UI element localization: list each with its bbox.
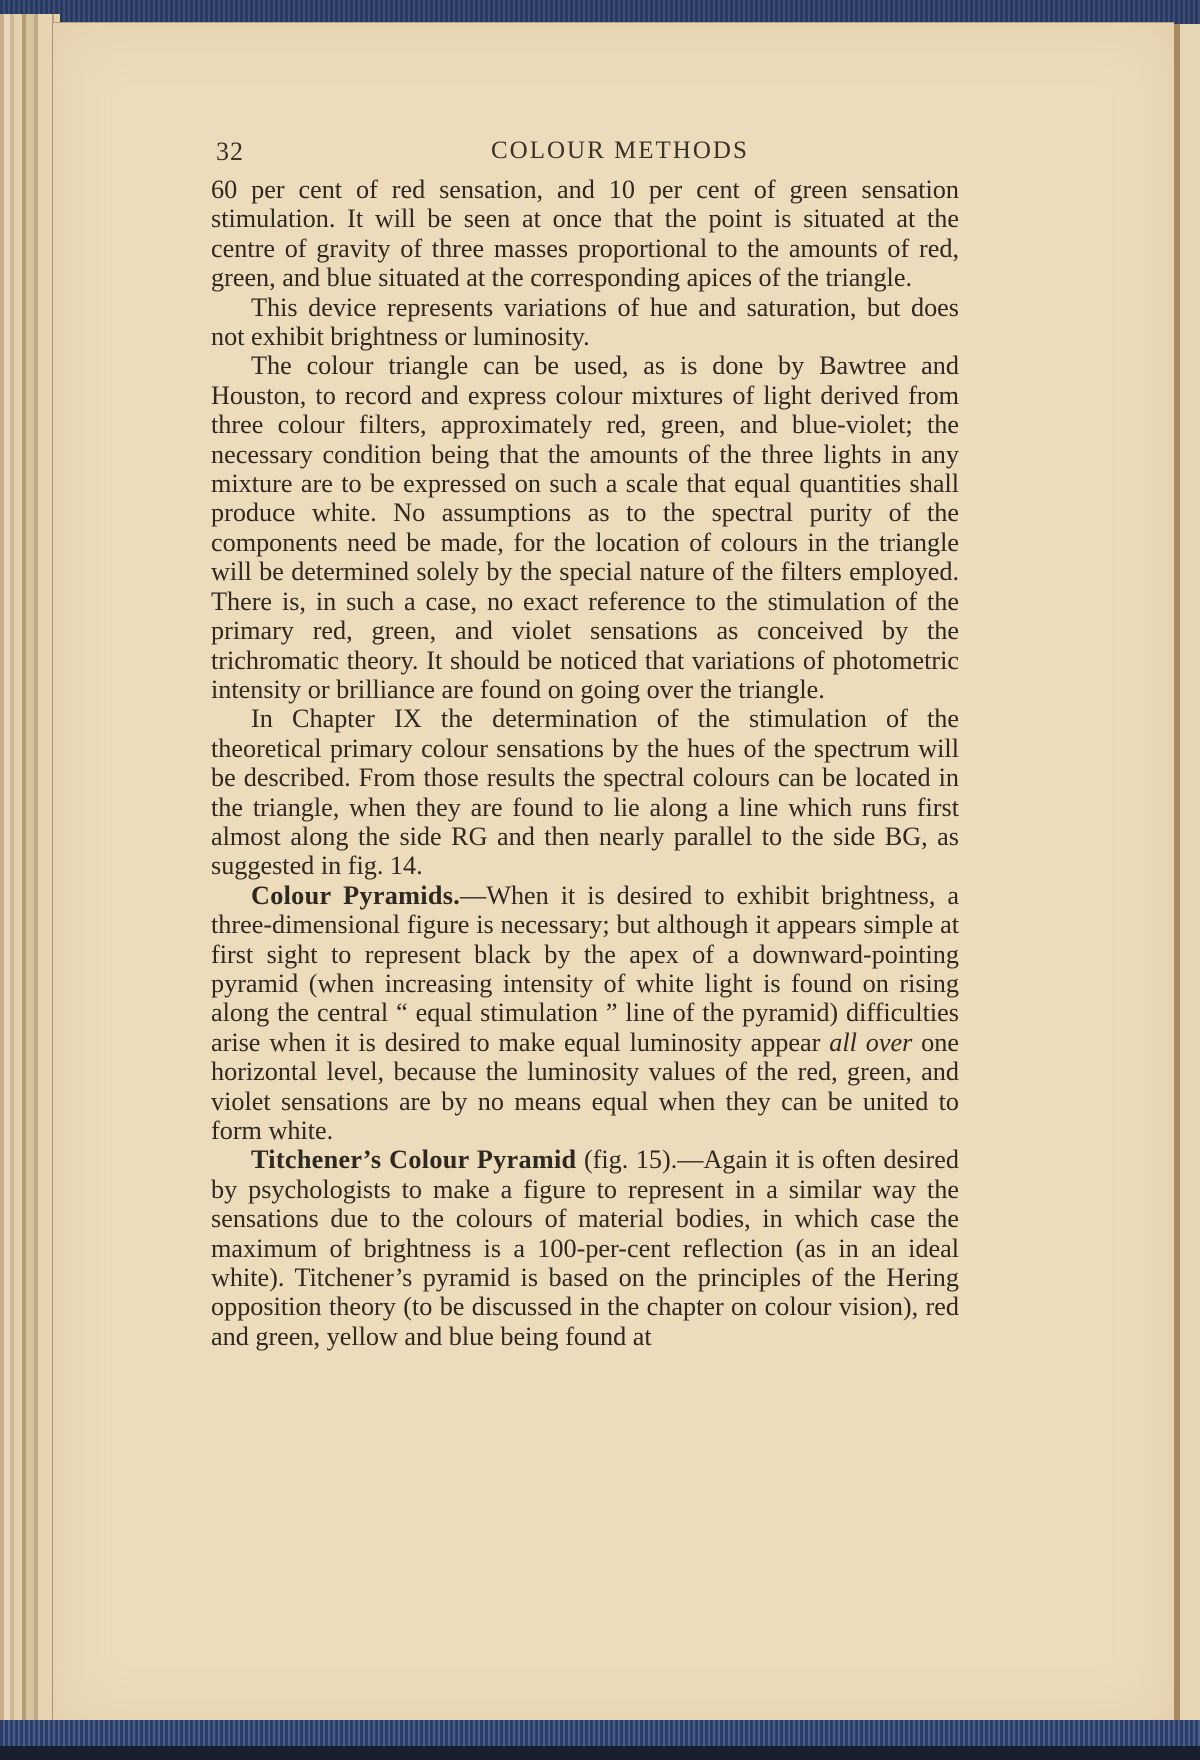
paragraph-colour-pyramids <box>211 881 959 1146</box>
italic-emphasis: all over <box>829 1027 913 1057</box>
paragraph: 60 per cent of red sensation, and 10 per cent of green sensation stimulation. It will be seen at once that the point is situated at the centre of gravity of three masses proportional to the amounts of red, green, and blue situated at the corresponding apices of the triangle. <box>211 175 959 293</box>
running-head <box>53 137 1174 167</box>
section-heading: Colour Pyramids. <box>251 880 461 910</box>
paragraph-text: one horizontal level, because the luminosity values of the red, green, and violet sensations are by no means equal when they can be united to form white. <box>211 1027 959 1145</box>
paragraph-titchener <box>211 1145 959 1351</box>
paragraph: This device represents variations of hue and saturation, but does not exhibit brightness or luminosity. <box>211 292 959 352</box>
running-title: COLOUR METHODS <box>491 137 749 164</box>
paragraph: The colour triangle can be used, as is done by Bawtree and Houston, to record and express colour mixtures of light derived from three colour filters, approximately red, green, and blue-violet; the necessary condition being that the amounts of the three lights in any mixture are to be expressed on such a scale that equal quantities shall produce white. No assumptions as to the spectral purity of the components need be made, for the location of colours in the triangle will be determined solely by the special nature of the filters employed. There is, in such a case, no exact reference to the stimulation of the primary red, green, and violet sensations as conceived by the trichromatic theory. It should be noticed that variations of photometric intensity or brilliance are found on going over the triangle. <box>211 351 959 704</box>
book-page <box>52 22 1174 1729</box>
paragraph: In Chapter IX the determination of the stimulation of the theoretical primary colour sensations by the hues of the spectrum will be described. From those results the spectral colours can be located in the triangle, when they are found to lie along a line which runs first almost along the side RG and then nearly parallel to the side BG, as suggested in fig. 14. <box>211 704 959 881</box>
body-text <box>211 175 959 1351</box>
book-cover-cloth-top <box>0 0 1200 24</box>
book-cover-cloth-bottom <box>0 1720 1200 1760</box>
page-edges-right <box>1170 24 1200 1724</box>
paragraph-text: (fig. 15).—Again it is often desired by psychologists to make a figure to represent in a similar way the sensations due to the colours of material bodies, in which case the maximum of brightness is a 100-per-cent reflection (as in an ideal white). Titchener’s pyramid is based on the principles of the Hering opposition theory (to be discussed in the chapter on colour vision), red and green, yellow and blue being found at <box>211 1145 959 1351</box>
page-number: 32 <box>216 137 244 166</box>
page-edges-left <box>0 14 60 1726</box>
section-heading: Titchener’s Colour Pyramid <box>251 1145 577 1175</box>
paragraph-text: —When it is desired to exhibit brightness, a three-dimensional figure is necessary; but although it appears simple at first sight to represent black by the apex of a downward-pointing pyramid (when increasing intensity of white light is found on rising along the central “ equal stimulation ” line of the pyramid) difficulties arise when it is desired to make equal luminosity appear <box>211 880 959 1057</box>
